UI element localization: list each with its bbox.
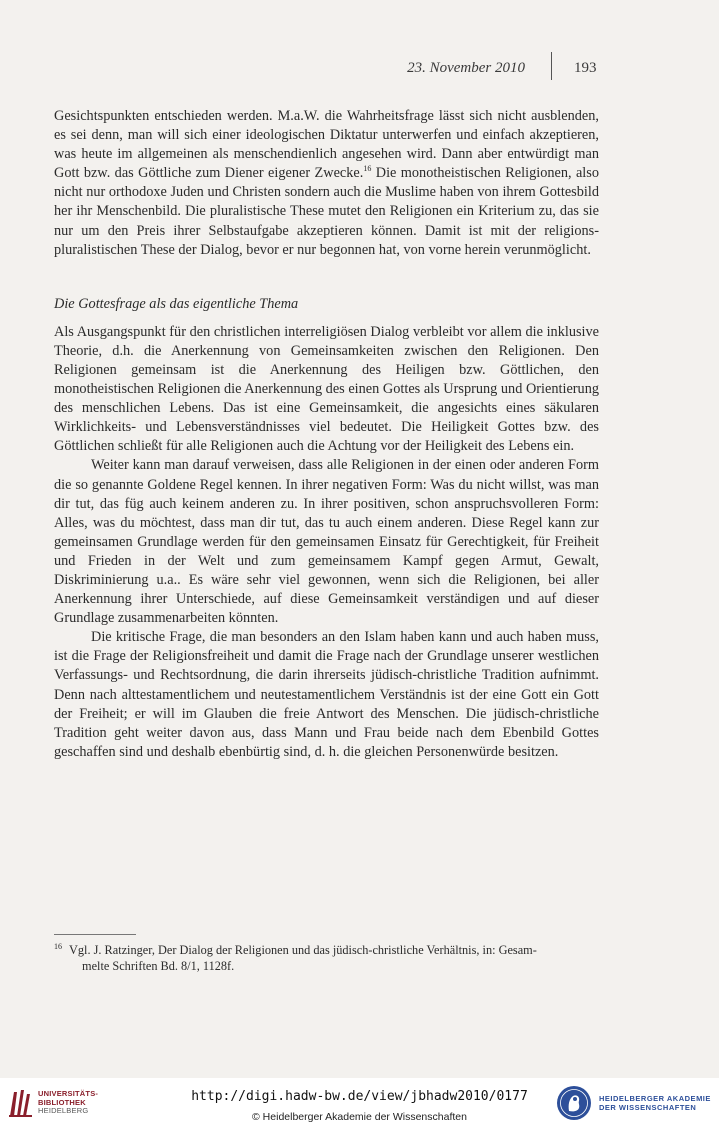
paragraph-2: Als Ausgangspunkt für den christlichen interreligiösen Dialog verbleibt vor allem die inklusive Theorie, d.h. die Anerkennung von Gemeinsamkeiten zwischen den Religionen. Den Religionen gemeinsam ist die Anerkennung des Heiligen bzw. Göttlichen, den monotheistischen Religionen die Anerkennung des einen Gottes als Ursprung und Orientierung des menschlichen Lebens. Das ist eine Gemeinsamkeit, die angesichts eines säkularen Wirklichkeits- und Lebensverständnisses viel bedeutet. Die Heiligkeit Gottes bzw. des Göttlichen schließt für alle Religionen auch die Achtung vor der Heiligkeit des Lebens ein.: [54, 323, 599, 455]
paragraph-1: [54, 107, 599, 260]
paragraph-1-part-a: Gesichtspunkten entschieden werden. M.a.W. die Wahrheitsfrage lässt sich nicht ausblenden, es sei denn, man will sich einer ideologischen Diktatur unterwerfen und einfach akzeptieren, was heute im allgemeinen als menschendienlich angesehen wird. Dann aber entwürdigt man Gott bzw. das Göttliche zum Diener eigener Zwecke.: [54, 108, 599, 182]
header-date: 23. November 2010: [407, 60, 525, 76]
footnote-separator: [54, 934, 136, 935]
ub-line-3: HEIDELBERG: [38, 1106, 89, 1115]
digitization-footer: [0, 1078, 719, 1130]
footnote-line-1: Vgl. J. Ratzinger, Der Dialog der Religionen und das jüdisch-christliche Verhältnis, in: Gesam-: [69, 943, 537, 957]
footnote-reference: 16: [363, 164, 372, 174]
section-heading: Die Gottesfrage als das eigentliche Thema: [54, 295, 299, 312]
ub-line-2: BIBLIOTHEK: [38, 1097, 86, 1107]
running-header: [0, 60, 719, 80]
permalink-url[interactable]: http://digi.hadw-bw.de/view/jbhadw2010/0177: [191, 1089, 528, 1104]
academy-line-1: HEIDELBERGER AKADEMIE: [599, 1094, 711, 1103]
copyright-notice: © Heidelberger Akademie der Wissenschaften: [252, 1111, 467, 1123]
academy-line-2: DER WISSENSCHAFTEN: [599, 1103, 697, 1112]
paragraph-1-part-b: Die monotheistischen Religionen, also nicht nur orthodoxe Juden und Christen sondern auch die Muslime haben von ihrem Gottesbild her ihr Menschenbild. Die pluralistische These mutet den Religionen ein Kriterium zu, das sie nur um den Preis ihrer Selbstaufgabe akzeptieren können. Damit ist mit der religions-pluralistischen These der Dialog, bevor er nur begonnen hat, von vorne herein verunmöglicht.: [54, 165, 599, 258]
main-text: [54, 107, 599, 762]
paragraph-4: Die kritische Frage, die man besonders an den Islam haben kann und auch haben muss, ist die Frage der Religionsfreiheit und damit die Frage nach der Grundlage unserer westlichen Verfassungs- und Rechtsordnung, die darin ihrerseits jüdisch-christliche Tradition aufnimmt. Denn nach alttestamentlichem und neutestamentlichem Verständnis ist der eine Gott ein Gott der Freiheit; er will im Glauben die freie Antwort des Menschen. Die jüdisch-christliche Tradition geht weiter davon aus, dass Mann und Frau beide nach dem Ebenbild Gottes geschaffen sind und deshalb ebenbürtig sind, d. h. die gleichen Personenwürde besitzen.: [54, 629, 599, 760]
academy-name: [599, 1094, 711, 1112]
academy-seal-icon: [556, 1084, 592, 1122]
footnote-line-2: melte Schriften Bd. 8/1, 1128f.: [82, 959, 235, 973]
paragraph-3: Weiter kann man darauf verweisen, dass alle Religionen in der einen oder anderen Form die so genannte Goldene Regel kennen. In ihrer negativen Form: Was du nicht willst, was man dir tut, das füg auch keinem anderen zu. In ihrer positiven, schon anspruchsvolleren Form: Alles, was du möchtest, dass man dir tut, das tu auch einem anderen. Diese Regel kann zur gemeinsamen Grundlage werden für den gemeinsamen Einsatz für Gerechtigkeit, für Freiheit und Frieden in der Welt und zum gemeinsamem Kampf gegen Armut, Gewalt, Diskriminierung u.a.. Es wäre sehr viel gewonnen, wenn sich die Religionen, bei aller Anerkennung ihrer Unterschiede, auf diese Gemeinsamkeit verständigen und auf dieser Grundlage zusammenarbeiten könnten.: [54, 457, 599, 627]
header-divider: [551, 52, 552, 80]
page-number: 193: [574, 60, 597, 76]
ub-line-1: UNIVERSITÄTS-: [38, 1089, 99, 1098]
footnote: [54, 942, 599, 974]
footnote-number: 16: [54, 942, 62, 951]
